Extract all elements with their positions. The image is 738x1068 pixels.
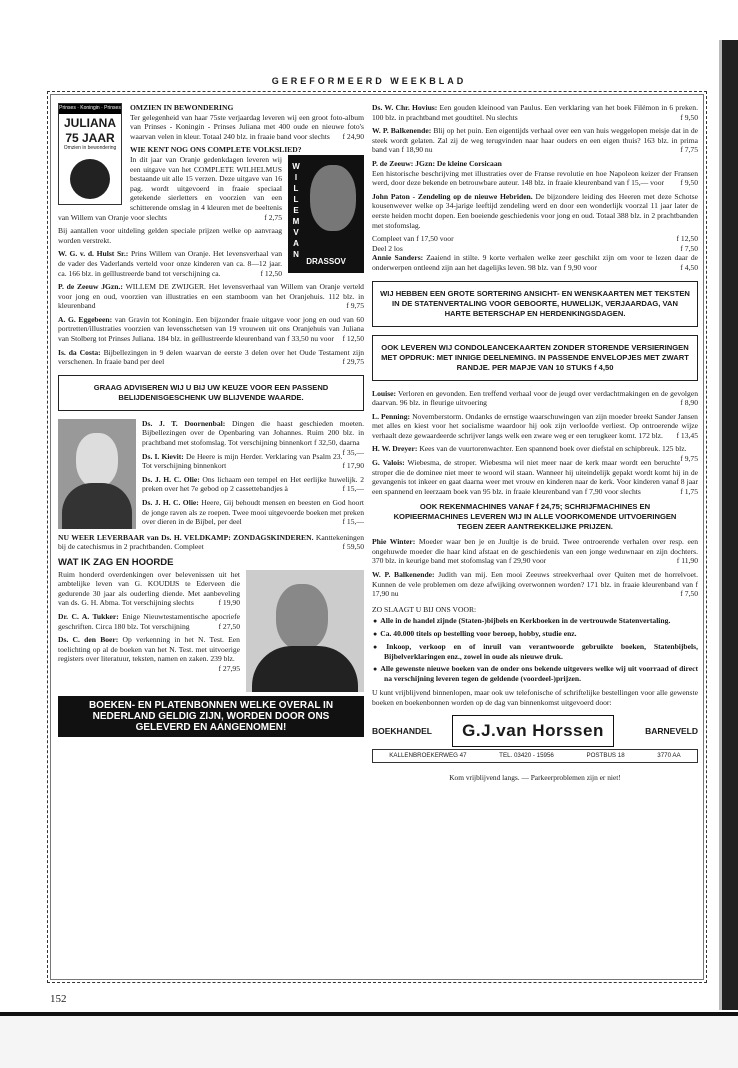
item <box>372 537 698 566</box>
item-title: WIE KENT NOG ONS COMPLETE VOLKSLIED? <box>130 145 302 155</box>
poster-letter: N <box>293 249 299 259</box>
item-text: In dit jaar van Oranje gedenkdagen leveren wij een uitgave van het COMPLETE WILHELMUS bestaande uit alle 15 verzen. Deze uitgave van 16 pag. wordt uitgevoerd in fraaie speciaal getekende sierletters en voorzien van een schitterende omslag in 4 kleuren met de beeltenis van Willem van Oranje voor slechts <box>58 154 282 222</box>
item-price: f 12,50 <box>342 334 364 344</box>
item-title: Ds. J. H. C. Olie: <box>142 474 200 484</box>
item-text: Heere, Gij behoudt mensen en beesten en God hoort de jonge raven als ze roepen. Twee mooi uitgevoerde boeken met preken over dieren in de Bijbel, per deel <box>142 498 364 527</box>
item <box>58 533 364 552</box>
item-text: WILLEM DE ZWIJGER. Het levensverhaal van Willem van Oranje verteld voor jong en oud, voorzien van illustraties en een stamboom van het Oranjehuis. 112 blz. in kleurenband <box>58 282 364 311</box>
left-column <box>58 103 364 737</box>
item <box>372 458 698 496</box>
right-column <box>372 103 698 783</box>
item-price: f 12,50 <box>676 234 698 244</box>
poster-letter: A <box>293 238 299 248</box>
item-price: f 7,50 <box>680 243 698 253</box>
speaker-portrait <box>246 570 364 692</box>
item-title: L. Penning: <box>372 411 411 421</box>
item <box>372 192 698 230</box>
item-title: P. de Zeeuw: JGzn: De kleine Corsicaan <box>372 158 502 168</box>
item-text: Ruim honderd overdenkingen over belevenissen uit het ambtelijke leven van G. KOUDIJS te Ederveen die gedurende 30 jaar als ouderling diende. Met aanbeveling van ds. G. H. Abma. Tot verschijning slechts <box>58 569 240 608</box>
item-text: Deel 2 los <box>372 243 403 253</box>
book-cover-title-1: JULIANA <box>63 115 116 130</box>
item-text: Ons lichaam een tempel en Het eerlijke huwelijk. 2 preken over het 7e gebod op 2 cassettebandjes à <box>142 474 365 494</box>
item-price: f 7,75 <box>680 145 698 155</box>
shop-postcode: 3770 AA <box>657 752 681 760</box>
shop-phone: TEL. 03420 - 15956 <box>499 752 554 760</box>
item-text: De bijzondere leiding des Heeren met deze Schotse kousenwever welke op 34-jarige leeftijd zendeling werd en door een wonderlijk voorzal 11 jaar later de eerste heiden mocht dopen. Een boeiende geschiedenis voor jong en oud. Totaal 388 blz. in 2 prachtbanden met stofomslag. <box>372 191 698 230</box>
voucher-banner: BOEKEN- EN PLATENBONNEN WELKE OVERAL IN NEDERLAND GELDIG ZIJN, WORDEN DOOR ONS GELEVERD EN AANGENOMEN! <box>58 696 364 737</box>
item-text: Zaaiend in stilte. 9 korte verhalen welke zeer geschikt zijn om voor te lezen daar de onderwerpen ontleend zijn aan het dagelijks leven. 98 blz. van f 9,90 voor <box>372 253 698 272</box>
running-head: GEREFORMEERD WEEKBLAD <box>271 76 467 86</box>
scan-edge <box>722 40 738 1010</box>
item-title: Louise: <box>372 388 397 398</box>
item-price: f 15,— <box>342 517 364 527</box>
item-text: Enige Nieuwtestamentische apocriefe geschriften. Circa 180 blz. Tot verschijning <box>58 612 240 631</box>
list-item: ● Inkoop, verkoop en of inruil van verantwoorde gebruikte boeken, Statenbijbels, Bijbelverklaringen enz., zowel in oude als nieuwe druk. <box>384 642 698 662</box>
item-title: P. de Zeeuw JGzn.: <box>58 282 123 292</box>
item-title: Ds. J. H. C. Olie: <box>142 498 199 507</box>
greeting-cards-box: WIJ HEBBEN EEN GROTE SORTERING ANSICHT- EN WENSKAARTEN MET TEKSTEN IN DE STATENVERTALING VOOR GEBOORTE, HUWELIJK, VERJAARDAG, VAN HARTE BETERSCHAP EN HERDENKINGSDAGEN. <box>372 281 698 327</box>
item-price: f 7,50 <box>680 589 698 599</box>
item-title: Is. da Costa: <box>58 347 101 357</box>
shop-city: BARNEVELD <box>645 726 698 737</box>
bookshop-signature <box>372 713 698 769</box>
item-title: W. G. v. d. Hulst Sr.: <box>58 249 129 259</box>
item-text: Bijbellezingen in 9 delen waarvan de eerste 3 delen over het Oude Testament zijn verschenen. In fraaie band per deel <box>58 347 364 367</box>
item <box>372 389 698 408</box>
advice-box: GRAAG ADVISEREN WIJ U BIJ UW KEUZE VOOR EEN PASSEND BELIJDENISGESCHENK UW BLIJVENDE WAARDE. <box>58 375 364 411</box>
list-item: ● Ca. 40.000 titels op bestelling voor beroep, hobby, studie enz. <box>384 629 698 640</box>
portrait-coat <box>62 483 132 529</box>
portrait-head <box>276 584 328 650</box>
item-text: De Heere is mijn Herder. Verklaring van Psalm 23. Tot verschijning binnenkort <box>142 451 343 471</box>
book-cover-title-2: 75 JAAR <box>65 130 115 145</box>
item-price: f 24,90 <box>342 131 364 141</box>
item-price: f 4,50 <box>680 262 698 272</box>
item-title: Annie Sanders: <box>372 253 424 263</box>
shop-address: KALLENBROEKERWEG 47 <box>389 752 467 760</box>
scan-edge-highlight <box>719 40 722 1010</box>
shop-prefix: BOEKHANDEL <box>372 726 432 737</box>
item-text: Kees van de vuurtorenwachter. Een spannend boek over diefstal en schipbreuk. 125 blz. <box>419 444 687 454</box>
item-title: John Paton - Zendeling op de nieuwe Hebriden. <box>372 191 533 201</box>
poster-letter: W <box>292 161 300 171</box>
item-text: Compleet van f 17,50 voor <box>372 234 454 244</box>
item-text: Prins Willem van Oranje. Het levensverhaal van de vader des Vaderlands verteld voor onze kinderen van ca. 8—12 jaar. ca. 166 blz. in geïllustreerde band tot verschijning ca. <box>58 249 282 278</box>
item-price: f 9,75 <box>680 454 698 464</box>
poster-letter: E <box>293 205 299 215</box>
item <box>58 348 364 367</box>
item-title: OMZIEN IN BEWONDERING <box>130 103 234 112</box>
book-cover-subtitle: Omzien in bewondering <box>63 144 117 151</box>
item <box>372 234 698 244</box>
item-price: f 27,95 <box>218 663 240 673</box>
scan-bottom-band <box>0 1012 738 1068</box>
page-number: 152 <box>50 993 67 1005</box>
footer-note: Kom vrijblijvend langs. — Parkeerproblemen zijn er niet! <box>449 773 621 783</box>
poster-letter: V <box>293 227 299 237</box>
item-price: f 59,50 <box>342 542 364 552</box>
closing-text: U kunt vrijblijvend binnenlopen, maar ook uw telefonische of schriftelijke bestellingen voor alle gewenste boeken en boekenbonnen worden op de dag van binnenkomst uitgevoerd door: <box>372 687 698 707</box>
item-price: f 35,— <box>342 447 364 457</box>
condolence-cards-box: OOK LEVEREN WIJ CONDOLEANCEKAARTEN ZONDER STORENDE VERSIERINGEN MET OPDRUK: MET INNIGE DEELNEMING. IN PASSENDE ENVELOPJES MET ZWART RANDJE. PER MAPJE VAN 10 STUKS f 4,50 <box>372 335 698 381</box>
item-text: Ter gelegenheid van haar 75ste verjaardag leveren wij een groot foto-album van Prinses - Koningin - Prinses Juliana met 400 oude en nieuwe foto's waarvan velen in kleur. Totaal 240 blz. in fraaie band voor slechts <box>130 112 364 141</box>
item <box>372 253 698 272</box>
item-price: f 11,90 <box>676 556 698 566</box>
shop-logo: G.J.van Horssen <box>452 715 614 747</box>
portrait-coat <box>252 646 358 692</box>
list-item: ● Alle in de handel zijnde (Staten-)bijbels en Kerkboeken in de vertrouwde Statenvertaling. <box>384 616 698 627</box>
item-title: G. Valois: <box>372 458 405 468</box>
item-price: f 9,50 <box>680 112 698 122</box>
item-title: Dr. C. A. Tukker: <box>58 612 119 621</box>
item <box>372 126 698 155</box>
poster-letter: I <box>294 172 298 182</box>
shop-postbus: POSTBUS 18 <box>586 752 625 760</box>
item-price: f 19,90 <box>218 598 240 608</box>
doornenbal-portrait <box>58 419 136 529</box>
item-price: f 29,75 <box>342 357 364 367</box>
item-text: Dingen die haast geschieden moeten. Bijbellezingen over de Openbaring van Johannes. Ruim 200 blz. in prachtband met stofomslag. Tot verschijning binnenkort f 32,50, daarna <box>142 418 365 448</box>
item <box>372 244 698 254</box>
poster-portrait <box>310 165 356 231</box>
item-title: Phie Winter: <box>372 537 416 547</box>
item <box>372 570 698 599</box>
item-text: Een historische beschrijving met illustraties over de Franse revolutie en hoe Napoleon keizer der Fransen werd, door deze bekende en betrouwbare auteur. 148 blz. in fraaie kleurenband van f 15,— voor <box>372 168 698 188</box>
scan-bottom-line <box>0 1012 738 1016</box>
machines-notice: OOK REKENMACHINES VANAF f 24,75; SCHRIJFMACHINES EN KOPIEERMACHINES LEVEREN WIJ IN ALLE VOORKOMENDE UITVOERINGEN TEGEN ZEER AANTREKKELIJKE PRIJZEN. <box>393 502 677 531</box>
poster-letter: L <box>293 183 299 193</box>
item-text: van Gravin tot Koningin. Een bijzonder fraaie uitgave voor jong en oud van 60 portretten/illustraties voorzien van levensschetsen van 19 vrouwen uit ons Oranjehuis van Juliana van Stolberg tot Prinses Juliana. 184 blz. in geïllustreerde kleurenband van f 33,50 nu voor <box>58 314 364 344</box>
item-text: Novemberstorm. Ondanks de ernstige waarschuwingen van zijn moeder breekt Sander Jansen met alles en kiest voor het socialisme waardoor hij ook zijn verloofde verliest. Op ontroerende wijze verhaalt deze gewaardeerde schrijver langs welk een zware weg er een terugkeer komt. 172 blz. <box>372 411 698 440</box>
item-title: Ds. C. den Boer: <box>58 635 119 645</box>
item-text: Judith van mij. Een mooi Zeeuws streekverhaal over Quiten met de horrelvoet. Kunnen de vele problemen om deze afwijking overwonnen worden? 171 blz. in fraaie kleurenband van f 17,90 nu <box>372 570 699 599</box>
item-price: f 17,90 <box>342 461 364 471</box>
item-title: A. G. Eggebeen: <box>58 314 113 324</box>
item <box>372 159 698 188</box>
poster-letters <box>290 161 302 260</box>
item-title: W. P. Balkenende: <box>372 570 435 579</box>
item-price: f 13,45 <box>676 430 698 440</box>
poster-letter: M <box>292 216 300 226</box>
item-text: Verloren en gevonden. Een treffend verhaal voor de jeugd over verdachtmakingen en de gevolgen daarvan. 96 blz. in fleurige uitvoering <box>372 388 698 408</box>
services-list <box>372 616 698 684</box>
item-price: f 9,75 <box>346 301 364 311</box>
item-price: f 15,— <box>342 484 364 494</box>
list-item: ● Alle gewenste nieuwe boeken van de onder ons bekende uitgevers welke wij uit voorraad of direct na verschijning leveren tegen de geldende (voordeel-)prijzen. <box>384 664 698 684</box>
item-price: f 8,90 <box>680 398 698 408</box>
poster-letter: L <box>293 194 299 204</box>
item <box>58 315 364 344</box>
item-title: Ds. I. Kievit: <box>142 451 184 461</box>
juliana-book-cover <box>58 103 122 205</box>
item-price: f 2,75 <box>264 212 282 222</box>
item-text: Blij op het puin. Een eigentijds verhaal over een van huis weggelopen meisje dat in de steek wordt gelaten. Zal zij de weg terugvinden naar haar ouders en een eigen thuis? 163 blz. in prima band van f 18,90 nu <box>372 126 698 155</box>
item <box>372 103 698 122</box>
poster-bottom-text: DRASSOV <box>306 257 346 267</box>
item-title: Ds. J. T. Doornenbal: <box>142 418 226 428</box>
item-text: Moeder waar ben je en Juultje is de bruid. Twee ontroerende verhalen over resp. een ongehuwde moeder die haar kind afstaat en de geschiedenis van een jonge weduwnaar en zijn dochters. 370 blz. in keurige band met stofomslag van f 29,90 voor <box>372 537 698 566</box>
book-cover-publisher: Prinses · Koningin · Prinses <box>59 104 121 114</box>
item <box>372 412 698 441</box>
section-title: WAT IK ZAG EN HOORDE <box>58 557 174 569</box>
item-text: Wiebesma, de stroper. Wiebesma wil niet meer naar de kerk maar wordt een beruchte stroper die de dominee niet meer te woord wil staan. Wanneer hij uiteindelijk gepakt wordt komt hij in de gevangenis tot inkeer en gaat daarna weer met vrouw en kinderen naar de kerk. Voor kinderen vanaf 8 jaar een spannend en leerzaam boek van 95 blz. in fraaie kleurenband van f 7,90 voor slechts <box>372 458 698 496</box>
item-price: f 12,50 <box>260 268 282 278</box>
item-title: Ds. W. Chr. Hovius: <box>372 103 438 112</box>
item-text: Een gouden kleinood van Paulus. Een verklaring van het boek Filémon in 6 preken. 100 blz. in prachtband met goudtitel. Nu slechts <box>372 103 698 122</box>
item-price: f 27,50 <box>218 621 240 631</box>
item-price: f 9,50 <box>680 178 698 188</box>
item-text: Bij aantallen voor uitdeling gelden speciale prijzen welke op aanvraag worden verstrekt. <box>58 226 282 245</box>
item <box>58 282 364 311</box>
book-cover-medal-image <box>70 159 110 199</box>
shop-address-bar <box>372 749 698 763</box>
wilhelmus-poster <box>288 155 364 273</box>
portrait-head <box>76 433 118 487</box>
item-title: W. P. Balkenende: <box>372 126 432 136</box>
item-text: Kanttekeningen bij de catechismus in 2 prachtbanden. Compleet <box>58 532 364 552</box>
item-price: f 1,75 <box>680 486 698 496</box>
item-title: NU WEER LEVERBAAR van Ds. H. VELDKAMP: ZONDAGSKINDEREN. <box>58 532 314 542</box>
services-heading: ZO SLAAGT U BIJ ONS VOOR: <box>372 604 477 614</box>
item-text: Op verkenning in het N. Test. Een toelichting op al de boeken van het N. Test. met uitvoerige registers over literatuur, teksten, namen en zaken. 239 blz. <box>58 635 240 664</box>
item-title: H. W. Dreyer: <box>372 444 418 454</box>
